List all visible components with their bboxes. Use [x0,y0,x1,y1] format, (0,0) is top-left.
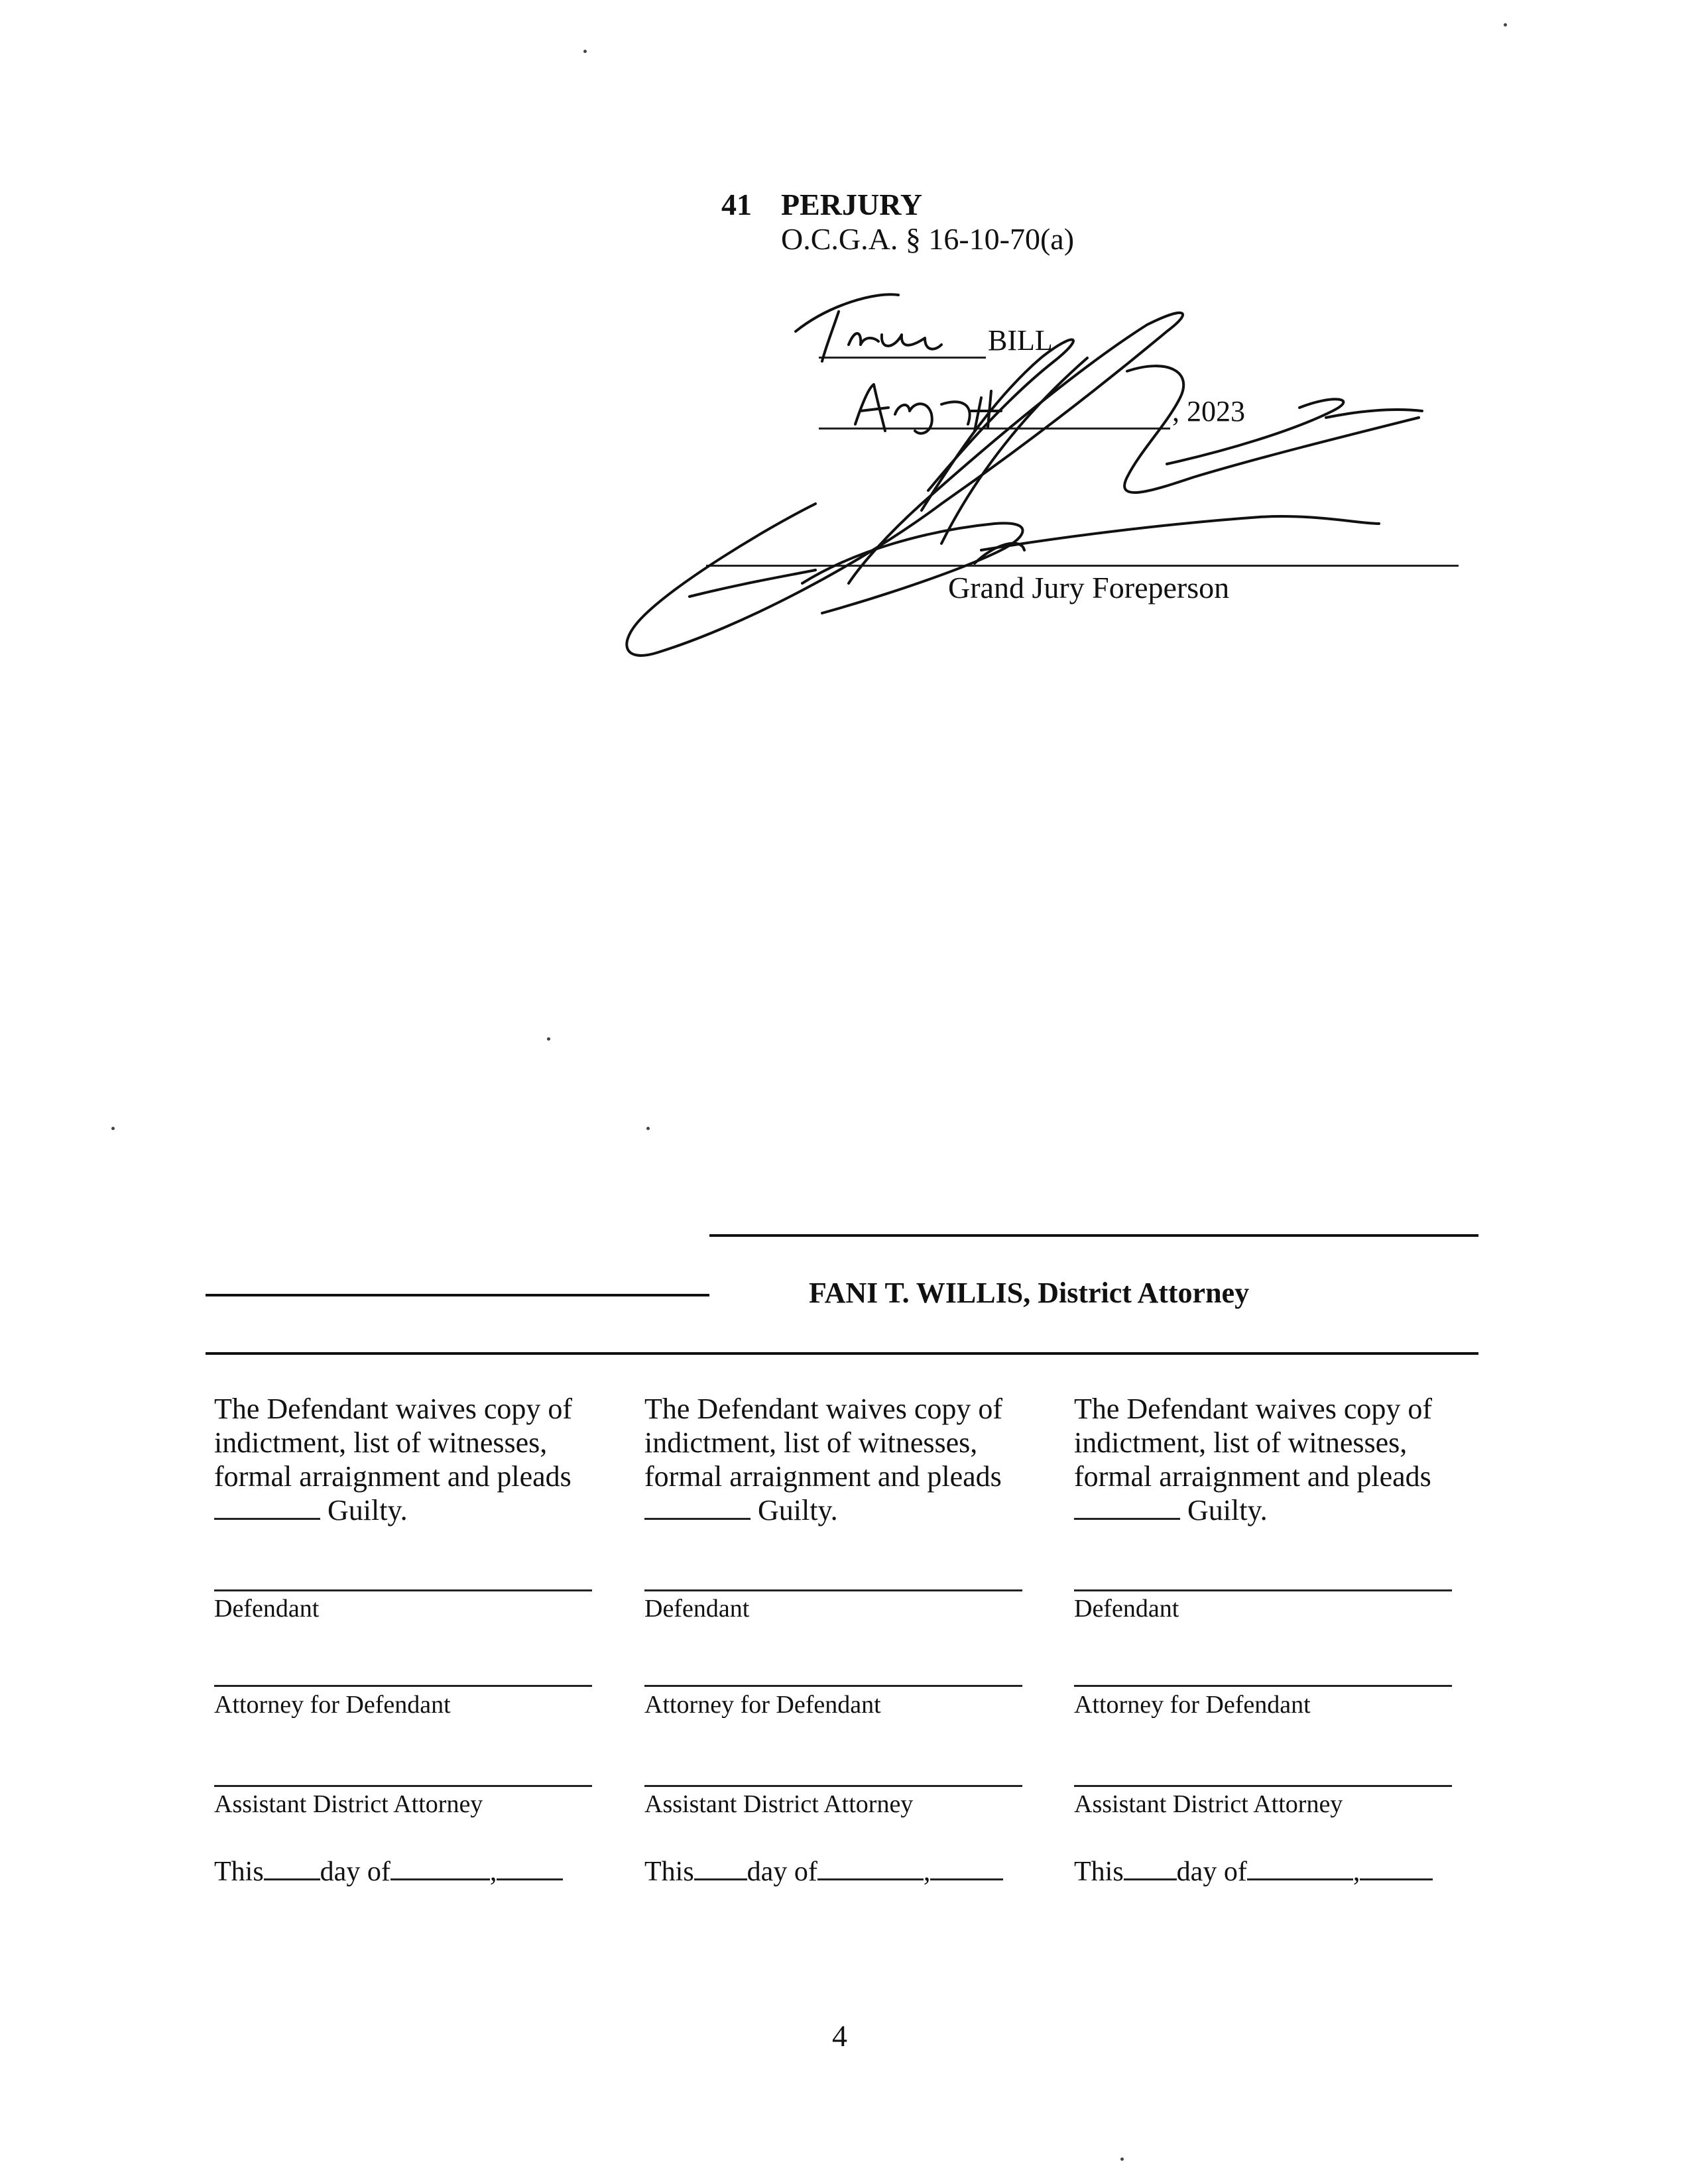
guilty-label: Guilty. [328,1494,408,1526]
waiver-text: The Defendant waives copy of indictment, list of witnesses, formal arraignment and pleads [644,1393,1003,1493]
year-blank[interactable] [497,1859,563,1880]
attorney-label: Attorney for Defendant [1074,1691,1311,1719]
attorney-signature-line[interactable] [1074,1685,1452,1687]
defendant-signature-line[interactable] [644,1589,1022,1591]
plea-column-2 [644,1392,1029,1887]
count-title: PERJURY [781,188,923,221]
ada-label: Assistant District Attorney [214,1790,483,1818]
plea-column-1 [214,1392,599,1887]
waiver-text: The Defendant waives copy of indictment, list of witnesses, formal arraignment and pleads [1074,1393,1433,1493]
ada-signature-line[interactable] [214,1785,592,1787]
guilty-label: Guilty. [1187,1494,1268,1526]
day-blank[interactable] [694,1859,747,1880]
guilty-line [214,1493,599,1527]
plea-column-3 [1074,1392,1459,1887]
section-divider [206,1352,1478,1355]
month-blank[interactable] [817,1859,924,1880]
count-number: 41 [721,188,752,221]
defendant-signature-line[interactable] [1074,1589,1452,1591]
da-signature-line [709,1234,1478,1237]
ada-signature-line[interactable] [1074,1785,1452,1787]
statute-citation: O.C.G.A. § 16-10-70(a) [781,222,1075,256]
month-blank[interactable] [391,1859,490,1880]
defendant-label: Defendant [644,1595,750,1623]
ada-signature-line[interactable] [644,1785,1022,1787]
waiver-text: The Defendant waives copy of indictment, list of witnesses, formal arraignment and pleads [214,1393,573,1493]
left-signature-line [206,1294,709,1296]
year-blank[interactable] [1360,1859,1433,1880]
guilty-label: Guilty. [758,1494,838,1526]
ada-label: Assistant District Attorney [644,1790,914,1818]
day-blank[interactable] [264,1859,320,1880]
bill-label: BILL [988,324,1053,357]
date-line: This day of , [644,1856,1003,1888]
ada-label: Assistant District Attorney [1074,1790,1343,1818]
plea-blank[interactable] [1074,1498,1180,1520]
district-attorney-label: FANI T. WILLIS, District Attorney [809,1277,1250,1309]
year-blank[interactable] [930,1859,1003,1880]
year-label: , 2023 [1172,395,1245,428]
foreperson-label: Grand Jury Foreperson [948,571,1230,604]
guilty-line [644,1493,1029,1527]
date-line: This day of , [214,1856,563,1888]
plea-blank[interactable] [214,1498,320,1520]
attorney-label: Attorney for Defendant [214,1691,451,1719]
attorney-signature-line[interactable] [214,1685,592,1687]
plea-blank[interactable] [644,1498,751,1520]
month-blank[interactable] [1247,1859,1353,1880]
defendant-label: Defendant [214,1595,320,1623]
date-line: This day of , [1074,1856,1433,1888]
guilty-line [1074,1493,1459,1527]
defendant-signature-line[interactable] [214,1589,592,1591]
attorney-label: Attorney for Defendant [644,1691,881,1719]
page-number: 4 [832,2019,847,2053]
day-blank[interactable] [1124,1859,1177,1880]
attorney-signature-line[interactable] [644,1685,1022,1687]
defendant-label: Defendant [1074,1595,1179,1623]
